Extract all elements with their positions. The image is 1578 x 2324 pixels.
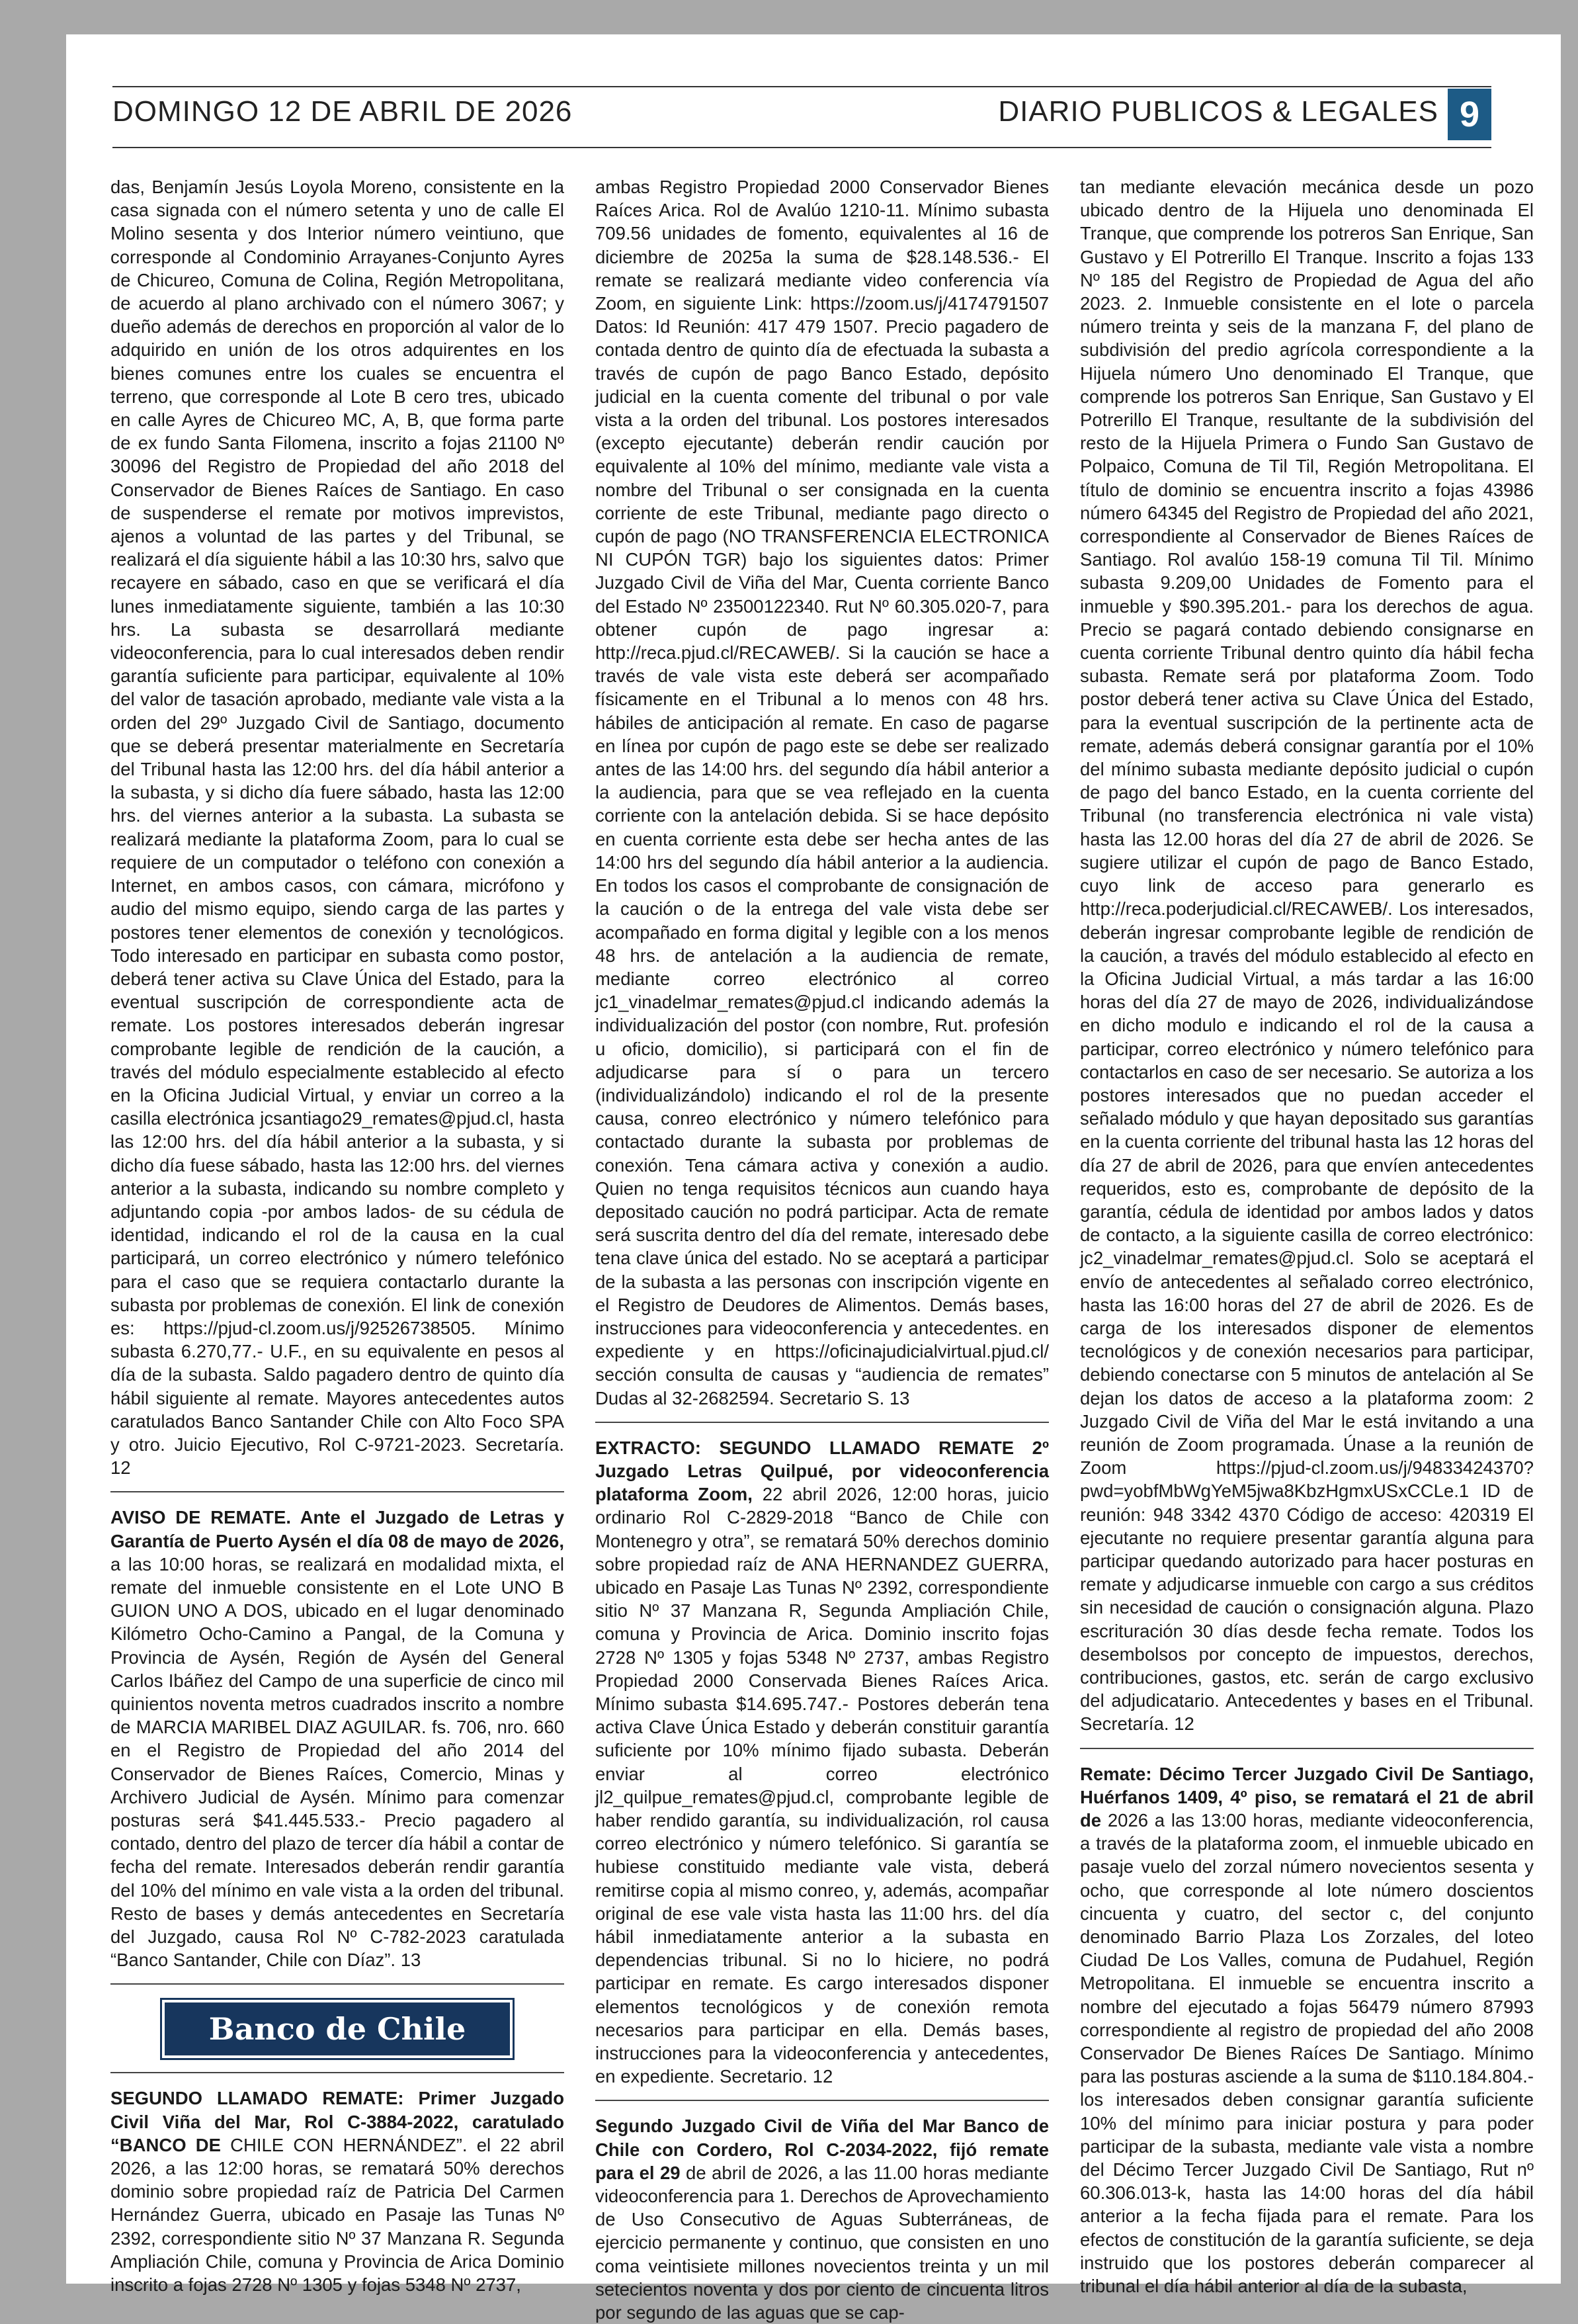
- notice-divider: [595, 2100, 1049, 2101]
- header-date: DOMINGO 12 DE ABRIL DE 2026: [112, 95, 573, 128]
- notice-quilpue: [595, 1436, 1049, 2088]
- notice-body: el 22 abril 2026, a las 12:00 horas, se rematará 50% derechos dominio sobre propiedad raíz de Patricia Del Carmen Hernández Guerra, ubicado en Pasaje las Tunas Nº 2392, correspondiente sitio Nº 37 Manzana R. Segunda Ampliación Chile, comuna y Provincia de Arica Dominio inscrito a fojas 2728 Nº 1305 y fojas 5348 Nº 2737,: [110, 2134, 565, 2296]
- notice-body: 22 abril 2026, 12:00 horas, juicio ordinario Rol C-2829-2018 “Banco de Chile con Montenegro y otra”, se rematará 50% derechos dominio sobre propiedad raíz de ANA HERNANDEZ GUERRA, ubicado en Pasaje Las Tunas Nº 2392, correspondiente sitio Nº 37 Manzana R, Segunda Ampliación Chile, comuna y Provincia de Arica. Dominio inscrito fojas 2728 Nº 1305 y fojas 5348 Nº 2737, ambas Registro Propiedad 2000 Conservada Bienes Raíces Arica. Mínimo subasta $14.695.747.- Postores deberán tena activa Clave Única Estado y deberán constituir garantía suficiente por 10% mínimo fijado subasta. Deberán enviar al correo electrónico jl2_quilpue_remates@pjud.cl, comprobante legible de haber rendido garantía, su individualización, rol causa correo electrónico y número telefónico. Si garantía se hubiese constituido mediante vale vista, deberá remitirse copia al mismo conreo, y, además, acompañar original de ese vale vista hasta las 11:00 hrs. del día hábil inmediatamente anterior a la subasta en dependencias tribunal. Si no lo hiciere, no podrá participar en remate. Es cargo interesados disponer elementos tecnológicos y de conexión remota necesarios para participar en ella. Demás bases, instrucciones para la videoconferencia y antecedentes, en expediente. Secretario. 12: [595, 1484, 1049, 2087]
- notice-vina-primer-juzgado: [110, 2087, 564, 2296]
- notice-vina-segundo-juzgado: [595, 2114, 1049, 2324]
- column-1: [110, 175, 565, 2296]
- page-header: [112, 86, 1491, 148]
- notice-heading: AVISO DE REMATE. Ante el Juzgado de Letras y Garantía de Puerto Aysén el día 08 de mayo de 2026,: [110, 1507, 564, 1551]
- notice-divider: [595, 1422, 1049, 1423]
- notice-heading: EXTRACTO: SEGUNDO LLAMADO REMATE 2º Juzgado Letras Quilpué, por videoconferencia plataforma Zoom,: [595, 1437, 1049, 1505]
- newspaper-name: DIARIO PUBLICOS & LEGALES: [998, 95, 1438, 128]
- notice-divider: [110, 1983, 564, 1985]
- notice-continuation: tan mediante elevación mecánica desde un pozo ubicado dentro de la Hijuela uno denominada El Tranque, que comprende los potreros San Enrique, San Gustavo y El Potrerillo El Tranque. Inscrito a fojas 133 Nº 185 del Registro de Propiedad de Agua del año 2023. 2. Inmueble consistente en el lote o parcela número treinta y seis de la manzana F, del plano de subdivisión del predio agrícola correspondiente a la Hijuela número Uno denominado El Tranque, que comprende los potreros San Enrique, San Gustavo y El Potrerillo El Tranque, resultante de la subdivisión del resto de la Hijuela Primera o Fundo San Gustavo de Polpaico, Comuna de Til Til, Región Metropolitana. El título de dominio se encuentra inscrito a fojas 43986 número 64345 del Registro de Propiedad del año 2021, correspondiente al Conservador de Bienes Raíces de Santiago. Rol avalúo 158-19 comuna Til Til. Mínimo subasta 9.209,00 Unidades de Fomento para el inmueble y $90.395.201.- para los derechos de agua. Precio se pagará contado debiendo consignarse en cuenta corriente Tribunal dentro quinto día hábil fecha subasta. Remate será por plataforma Zoom. Todo postor deberá tener activa su Clave Única del Estado, para la eventual suscripción de la pertinente acta de remate, además deberá consignar garantía por el 10% del mínimo subasta mediante depósito judicial o cupón de pago del banco Estado, en la cuenta corriente del Tribunal (no transferencia electrónica ni vale vista) hasta las 12.00 horas del día 27 de abril de 2026. Se sugiere utilizar el cupón de pago de Banco Estado, cuyo link de acceso para generarlo es http://reca.poderjudicial.cl/RECAWEB/. Los interesados, deberán ingresar comprobante legible de rendición de la caución, a través del módulo establecido al efecto en la Oficina Judicial Virtual, a más tardar a las 16:00 horas del día 27 de mayo de 2026, individualizándose en dicho modulo e indicando el rol de la causa a participar, correo electrónico y número telefónico para contactarlos en caso de ser necesario. Se autoriza a los postores interesados que no puedan acceder el señalado módulo y que hayan depositado sus garantías en la cuenta corriente del tribunal hasta las 12 horas del día 27 de abril de 2026, para que envíen antecedentes requeridos, esto es, comprobante de depósito de la garantía, cédula de identidad por ambos lados y datos de contacto, a la siguiente casilla de correo electrónico: jc2_vinadelmar_remates@pjud.cl. Solo se aceptará el envío de antecedentes al señalado correo electrónico, hasta las 16:00 horas del 27 de abril de 2026. Es de carga de los interesados disponer de elementos tecnológicos y de conexión necesarios para participar, debiendo conectarse con 5 minutos de antelación al Se dejan los datos de acceso a la plataforma zoom: 2 Juzgado Civil de Viña del Mar le está invitando a una reunión de Zoom programada. Únase a la reunión de Zoom https://pjud-cl.zoom.us/j/94833424370?pwd=yobfMbWgYeM5jwa8KbzHgmxUSxCCLe.1 ID de reunión: 948 3342 4370 Código de acceso: 420319 El ejecutante no requiere presentar garantía alguna para participar quedando autorizado para hacer posturas en remate y adjudicarse inmueble con cargo a sus créditos sin necesidad de caución o consignación alguna. Plazo escrituración 30 días desde fecha remate. Todos los desembolsos por concepto de impuestos, derechos, contribuciones, gastos, etc. serán de cargo exclusivo del adjudicatario. Antecedentes y bases en el Tribunal. Secretaría. 12: [1080, 177, 1534, 1735]
- notice-divider: [110, 2072, 564, 2073]
- notice-continuation: das, Benjamín Jesús Loyola Moreno, consistente en la casa signada con el número setenta y uno de calle El Molino sesenta y dos Interior número veintiuno, que corresponde al Condominio Arrayanes-Conjunto Ayres de Chicureo, Comuna de Colina, Región Metropolitana, de acuerdo al plano archivado con el número 3067; y dueño además de derechos en proporción al valor de lo adquirido en unión de los otros adquirentes en los bienes comunes entre los cuales se encuentra el terreno, que corresponde al Lote B cero tres, ubicado en calle Ayres de Chicureo MC, A, B, que forma parte de ex fundo Santa Filomena, inscrito a fojas 21100 Nº 30096 del Registro de Propiedad del año 2018 del Conservador de Bienes Raíces de Santiago. En caso de suspenderse el remate por motivos imprevistos, ajenos a voluntad de las partes y del Tribunal, se realizará el día siguiente hábil a las 10:30 hrs, salvo que recayere en sábado, caso en que se verificará el día lunes inmediatamente siguiente, también a las 10:30 hrs. La subasta se desarrollará mediante videoconferencia, para lo cual interesados deben rendir garantía suficiente para participar, equivalente al 10% del valor de tasación aprobado, mediante vale vista a la orden del 29º Juzgado Civil de Santiago, documento que se deberá presentar materialmente en Secretaría del Tribunal hasta las 12:00 hrs. del día hábil anterior a la subasta, y si dicho día fuere sábado, hasta las 12:00 hrs. del viernes anterior a la subasta. La subasta se realizará mediante la plataforma Zoom, para lo cual se requiere de un computador o teléfono con conexión a Internet, en ambos casos, con cámara, micrófono y audio del mismo equipo, siendo carga de las partes y postores tener elementos de conexión y tecnológicos. Todo interesado en participar en subasta como postor, deberá tener activa su Clave Única del Estado, para la eventual suscripción de correspondiente acta de remate. Los postores interesados deberán ingresar comprobante legible de rendición de la caución, a través del módulo especialmente establecido al efecto en la Oficina Judicial Virtual, y enviar un correo a la casilla electrónica jcsantiago29_remates@pjud.cl, hasta las 12:00 hrs. del día hábil anterior a la subasta, y si dicho día fuese sábado, hasta las 12:00 hrs. del viernes anterior a la subasta, indicando su nombre completo y adjuntando copia -por ambos lados- de su cédula de identidad, indicando el rol de la causa en la cual participará, un correo electrónico y número telefónico para el caso que se requiera contactarlo durante la subasta por problemas de conexión. El link de conexión es: https://pjud-cl.zoom.us/j/92526738505. Mínimo subasta 6.270,77.- U.F., en su equivalente en pesos al día de la subasta. Saldo pagadero dentro de quinto día hábil siguiente al remate. Mayores antecedentes autos caratulados Banco Santander Chile con Alto Foco SPA y otro. Juicio Ejecutivo, Rol C-9721-2023. Secretaría. 12: [110, 177, 564, 1479]
- logo-text: Banco de Chile: [208, 2011, 466, 2047]
- notice-heading: Segundo Juzgado Civil de Viña del Mar Banco de Chile con Cordero, Rol C-2034-2022, fijó remate para el 29: [595, 2116, 1049, 2183]
- notice-decimo-tercer-juzgado: [1080, 1762, 1534, 2298]
- notice-divider: [110, 1491, 564, 1492]
- column-3: [1080, 175, 1534, 2297]
- notice-continuation: ambas Registro Propiedad 2000 Conservador Bienes Raíces Arica. Rol de Avalúo 1210-11. Mínimo subasta 709.56 unidades de fomento, equivalentes al 16 de diciembre de 2025a la suma de $28.148.536.- El remate se realizará mediante video conferencia vía Zoom, en siguiente Link: https://zoom.us/j/4174791507 Datos: Id Reunión: 417 479 1507. Precio pagadero de contada dentro de quinto día de efectuada la subasta a través de cupón de pago Banco Estado, depósito judicial en la cuenta comente del tribunal o por vale vista a la orden del tribunal. Los postores interesados (excepto ejecutante) deberán rendir caución por equivalente al 10% del mínimo, mediante vale vista a nombre del Tribunal o ser consignada en la cuenta corriente de este Tribunal, mediante pago directo o cupón de pago (NO TRANSFERENCIA ELECTRONICA NI CUPÓN TGR) bajo los siguientes datos: Primer Juzgado Civil de Viña del Mar, Cuenta corriente Banco del Estado Nº 23500122340. Rut Nº 60.305.020-7, para obtener cupón de pago ingresar a: http://reca.pjud.cl/RECAWEB/. Si la caución se hace a través de vale vista este deberá ser acompañado físicamente en el Tribunal a lo menos con 48 hrs. hábiles de anticipación al remate. En caso de pagarse en línea por cupón de pago este se debe ser realizado antes de las 14:00 hrs. del segundo día hábil anterior a la audiencia, para que se vea reflejado en la cuenta corriente con la antelación debida. Si se hace depósito en cuenta corriente esta debe ser hecha antes de las 14:00 hrs del segundo día hábil anterior a la audiencia. En todos los casos el comprobante de consignación de la caución o de la entrega del vale vista debe ser acompañado en forma digital y legible con a los menos 48 hrs. de antelación a la audiencia de remate, mediante correo electrónico al correo jc1_vinadelmar_remates@pjud.cl indicando además la individualización del postor (con nombre, Rut. profesión u oficio, domicilio), si participará con el fin de adjudicarse para sí o para un tercero (individualizándolo) indicando el rol de la presente causa, conreo electrónico y número telefónico para contactado durante la subasta por problemas de conexión. Tena cámara activa y conexión a audio. Quien no tenga requisitos técnicos aun cuando haya depositado caución no podrá participar. Acta de remate será suscrita dentro del día del remate, interesado debe tena clave única del estado. No se aceptará a participar de la subasta a las personas con inscripción vigente en el Registro de Deudores de Alimentos. Demás bases, instrucciones para videoconferencia y antecedentes. en expediente y en https://oficinajudicialvirtual.pjud.cl/ sección consulta de causas y “audiencia de remates” Dudas al 32-2682594. Secretario S. 13: [595, 177, 1049, 1408]
- notice-divider: [1080, 1748, 1534, 1749]
- banco-de-chile-logo: [160, 1998, 515, 2060]
- newspaper-page: [66, 34, 1561, 2323]
- notice-body: 2026 a las 13:00 horas, mediante videoconferencia, a través de la plataforma zoom, el inmueble ubicado en pasaje vuelo del zorzal número novecientos sesenta y ocho, que corresponde al lote número doscientos cincuenta y cuatro, del sector c, del conjunto denominado Barrio Plaza Los Zorzales, del loteo Ciudad De Los Valles, comuna de Pudahuel, Región Metropolitana. El inmueble se encuentra inscrito a nombre del ejecutado a fojas 56479 número 87993 correspondiente al registro de propiedad del año 2008 Conservador De Bienes Raíces De Santiago. Mínimo para las posturas asciende a la suma de $110.184.804.- los interesados deben consignar garantía suficiente 10% del mínimo para iniciar postura y para poder participar de la subasta, mediante vale vista a nombre del Décimo Tercer Juzgado Civil De Santiago, Rut nº 60.306.013-k, hasta las 14:00 horas del día hábil anterior a la fecha fijada para el remate. Para los efectos de constitución de la garantía suficiente, se deja instruido que los postores deberán comparecer al tribunal el día hábil anterior al día de la subasta,: [1080, 1810, 1534, 2297]
- notice-body: a las 10:00 horas, se realizará en modalidad mixta, el remate del inmueble consistente en el Lote UNO B GUION UNO A DOS, ubicado en el lugar denominado Kilómetro Ocho-Camino a Pangal, de la Comuna y Provincia de Aysén, Región de Aysén del General Carlos Ibáñez del Campo de una superficie de cinco mil quinientos noventa metros cuadrados inscrito a nombre de MARCIA MARIBEL DIAZ AGUILAR. fs. 706, nro. 660 en el Registro de Propiedad del año 2014 del Conservador de Bienes Raíces, Comercio, Minas y Archivero Judicial de Aysén. Mínimo para comenzar posturas será $41.445.533.- Precio pagadero al contado, dentro del plazo de tercer día hábil a contar de fecha del remate. Interesados deberán rendir garantía del 10% del mínimo en vale vista a la orden del tribunal. Resto de bases y demás antecedentes en Secretaría del Juzgado, causa Rol Nº C-782-2023 caratulada “Banco Santander, Chile con Díaz”. 13: [110, 1553, 564, 1971]
- notice-body: de abril de 2026, a las 11.00 horas mediante videoconferencia para 1. Derechos de Aprovechamiento de Uso Consecutivo de Aguas Subterráneas, de ejercicio permanente y continuo, que consisten en uno coma veintisiete millones novecientos treinta y un mil setecientos noventa y dos por ciento de cincuenta litros por segundo de las aguas que se cap-: [595, 2162, 1049, 2323]
- column-2: [595, 175, 1049, 2323]
- notice-heading: SEGUNDO LLAMADO REMATE: Primer Juzgado Civil Viña del Mar, Rol C-3884-2022, caratulado “BANCO DE: [110, 2088, 564, 2155]
- banco-de-chile-logo-wordmark: [172, 2004, 503, 2054]
- notice-puerto-aysen: [110, 1506, 564, 1971]
- notice-heading: Remate: Décimo Tercer Juzgado Civil De Santiago, Huérfanos 1409, 4º piso, se rematará el 21 de abril de: [1080, 1763, 1534, 1831]
- notice-heading-tail: CHILE CON HERNÁNDEZ”.: [220, 2134, 468, 2155]
- page-number: 9: [1448, 89, 1491, 140]
